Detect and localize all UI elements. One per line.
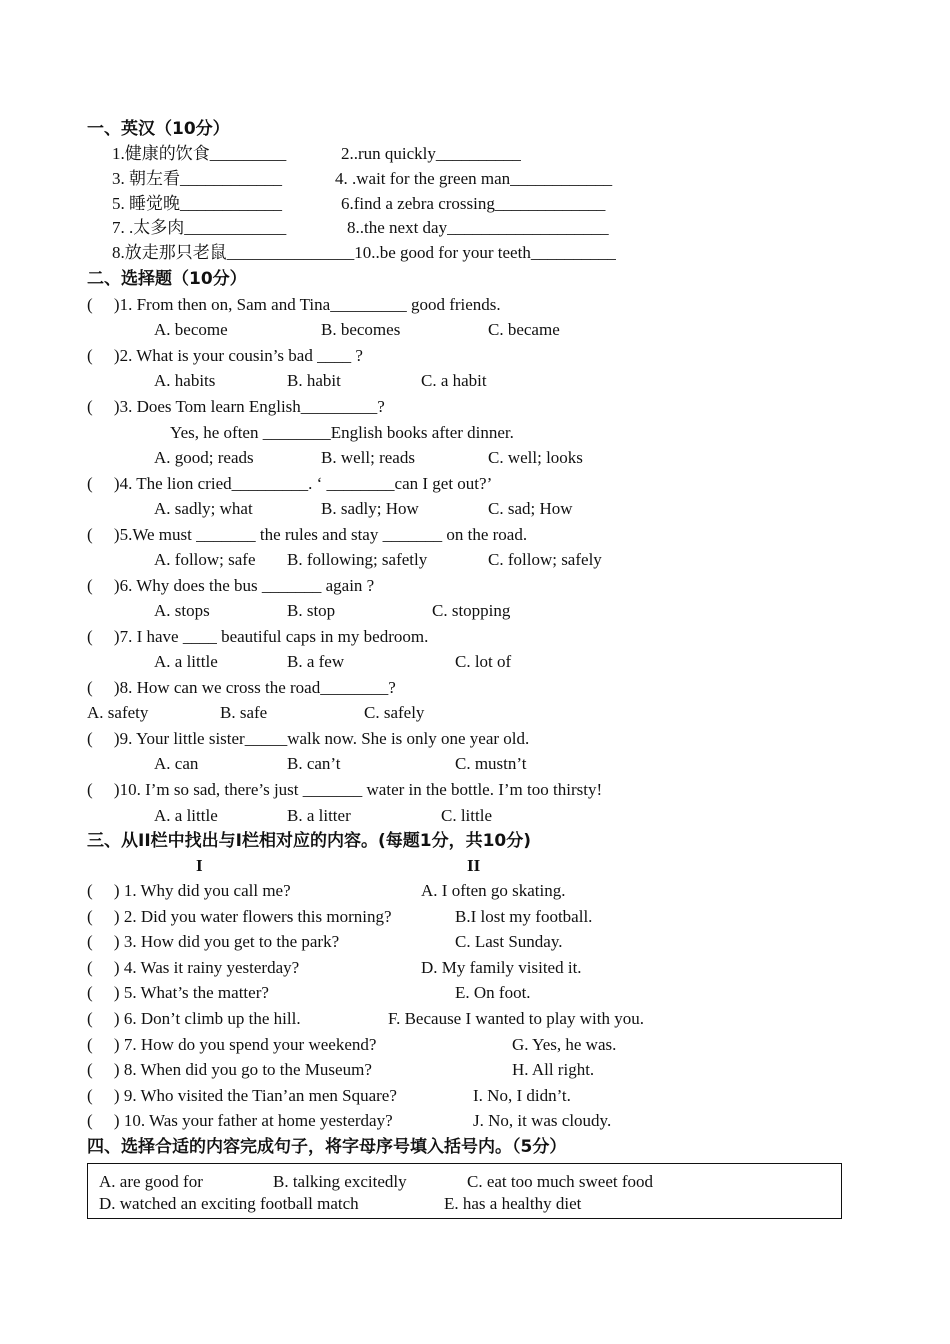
match-right-b: B.I lost my football. xyxy=(455,907,593,926)
match-left-8: ( ) 8. When did you go to the Museum? xyxy=(87,1060,372,1079)
q9-option-c: C. mustn’t xyxy=(455,754,527,773)
match-right-e: E. On foot. xyxy=(455,983,531,1002)
section-4-heading: 四、选择合适的内容完成句子，将字母序号填入括号内。（5分） xyxy=(87,1137,567,1157)
q6-stem: ( )6. Why does the bus _______ again ? xyxy=(87,576,375,595)
s1-item-1: 1.健康的饮食_________ xyxy=(112,144,287,163)
s1-item-2: 2..run quickly__________ xyxy=(341,144,521,163)
s1-item-7: 7. .太多肉____________ xyxy=(112,218,287,237)
match-left-6: ( ) 6. Don’t climb up the hill. xyxy=(87,1009,301,1028)
column-i-label: I xyxy=(196,856,203,875)
q3-option-c: C. well; looks xyxy=(488,448,583,467)
word-bank-c: C. eat too much sweet food xyxy=(467,1172,654,1191)
q8-option-c: C. safely xyxy=(364,703,425,722)
match-right-g: G. Yes, he was. xyxy=(512,1035,617,1054)
match-right-i: I. No, I didn’t. xyxy=(473,1086,571,1105)
s1-item-6: 6.find a zebra crossing_____________ xyxy=(341,194,606,213)
q10-option-c: C. little xyxy=(441,806,492,825)
s1-item-3: 3. 朝左看____________ xyxy=(112,169,282,188)
match-right-d: D. My family visited it. xyxy=(421,958,582,977)
match-left-5: ( ) 5. What’s the matter? xyxy=(87,983,269,1002)
q4-option-b: B. sadly; How xyxy=(321,499,419,518)
s1-item-8: 8..the next day___________________ xyxy=(347,218,609,237)
q5-option-b: B. following; safetly xyxy=(287,550,428,569)
s1-item-4: 4. .wait for the green man____________ xyxy=(335,169,613,188)
q2-option-c: C. a habit xyxy=(421,371,487,390)
q6-option-a: A. stops xyxy=(154,601,210,620)
word-bank-d: D. watched an exciting football match xyxy=(99,1194,359,1213)
match-right-f: F. Because I wanted to play with you. xyxy=(388,1009,644,1028)
q2-stem: ( )2. What is your cousin’s bad ____ ? xyxy=(87,346,363,365)
q3-stem-2: Yes, he often ________English books after dinner. xyxy=(170,423,514,442)
word-bank-b: B. talking excitedly xyxy=(273,1172,407,1191)
column-ii-label: II xyxy=(467,856,481,875)
match-right-j: J. No, it was cloudy. xyxy=(473,1111,612,1130)
q10-stem: ( )10. I’m so sad, there’s just _______ water in the bottle. I’m too thirsty! xyxy=(87,780,603,799)
match-left-4: ( ) 4. Was it rainy yesterday? xyxy=(87,958,300,977)
q6-option-b: B. stop xyxy=(287,601,336,620)
word-bank-a: A. are good for xyxy=(99,1172,203,1191)
q8-option-a: A. safety xyxy=(87,703,149,722)
q4-option-a: A. sadly; what xyxy=(154,499,253,518)
q1-option-c: C. became xyxy=(488,320,560,339)
q2-option-a: A. habits xyxy=(154,371,216,390)
q8-stem: ( )8. How can we cross the road________? xyxy=(87,678,396,697)
match-left-9: ( ) 9. Who visited the Tian’an men Square? xyxy=(87,1086,397,1105)
q7-option-c: C. lot of xyxy=(455,652,512,671)
q1-option-a: A. become xyxy=(154,320,228,339)
q2-option-b: B. habit xyxy=(287,371,341,390)
match-left-3: ( ) 3. How did you get to the park? xyxy=(87,932,340,951)
section-2-heading: 二、选择题（10分） xyxy=(87,269,247,289)
q6-option-c: C. stopping xyxy=(432,601,511,620)
q7-option-a: A. a little xyxy=(154,652,218,671)
match-left-2: ( ) 2. Did you water flowers this morning? xyxy=(87,907,392,926)
q3-option-b: B. well; reads xyxy=(321,448,415,467)
q4-option-c: C. sad; How xyxy=(488,499,573,518)
q9-stem: ( )9. Your little sister_____walk now. She is only one year old. xyxy=(87,729,530,748)
q4-stem: ( )4. The lion cried_________. ‘ ________can I get out?’ xyxy=(87,474,493,493)
q5-option-a: A. follow; safe xyxy=(154,550,256,569)
q9-option-a: A. can xyxy=(154,754,199,773)
q10-option-a: A. a little xyxy=(154,806,218,825)
q8-option-b: B. safe xyxy=(220,703,268,722)
q3-stem: ( )3. Does Tom learn English_________? xyxy=(87,397,385,416)
word-bank-e: E. has a healthy diet xyxy=(444,1194,582,1213)
q5-stem: ( )5.We must _______ the rules and stay _______ on the road. xyxy=(87,525,528,544)
s1-item-9-10: 8.放走那只老鼠_______________10..be good for your teeth__________ xyxy=(112,243,616,262)
q7-stem: ( )7. I have ____ beautiful caps in my bedroom. xyxy=(87,627,429,646)
section-3-heading: 三、从II栏中找出与I栏相对应的内容。(每题1分，共10分) xyxy=(87,831,531,851)
section-1-heading: 一、英汉（10分） xyxy=(87,119,230,139)
q10-option-b: B. a litter xyxy=(287,806,351,825)
q5-option-c: C. follow; safely xyxy=(488,550,602,569)
q3-option-a: A. good; reads xyxy=(154,448,254,467)
match-right-h: H. All right. xyxy=(512,1060,595,1079)
q1-stem: ( )1. From then on, Sam and Tina_________ good friends. xyxy=(87,295,501,314)
match-left-10: ( ) 10. Was your father at home yesterday? xyxy=(87,1111,393,1130)
match-left-7: ( ) 7. How do you spend your weekend? xyxy=(87,1035,377,1054)
match-right-c: C. Last Sunday. xyxy=(455,932,563,951)
s1-item-5: 5. 睡觉晚____________ xyxy=(112,194,282,213)
match-left-1: ( ) 1. Why did you call me? xyxy=(87,881,291,900)
q9-option-b: B. can’t xyxy=(287,754,341,773)
q1-option-b: B. becomes xyxy=(321,320,401,339)
q7-option-b: B. a few xyxy=(287,652,345,671)
match-right-a: A. I often go skating. xyxy=(421,881,566,900)
